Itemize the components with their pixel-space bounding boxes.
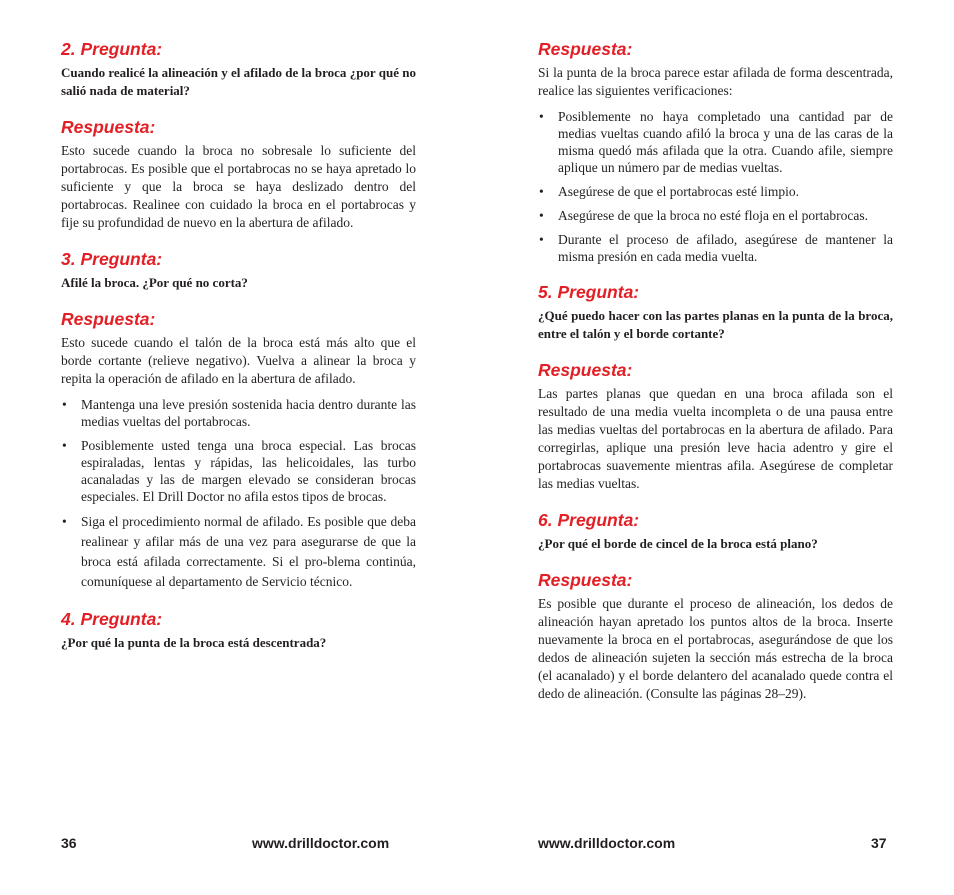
question-text: Cuando realicé la alineación y el afilado de la broca ¿por qué no salió nada de material?	[61, 65, 416, 98]
answer-text: Si la punta de la broca parece estar afilada de forma descentrada, realice las siguientes verificaciones:	[538, 65, 893, 98]
faq-5-answer	[538, 359, 893, 493]
faq-3	[61, 248, 416, 292]
bullet-icon: •	[62, 397, 67, 412]
answer-heading: Respuesta:	[61, 309, 156, 329]
question-text: ¿Por qué la punta de la broca está descentrada?	[61, 635, 327, 650]
list-item-text: Mantenga una leve presión sostenida hacia dentro durante las medias vueltas del portabrocas.	[81, 397, 416, 429]
list-item	[538, 207, 893, 224]
bullet-list	[538, 108, 893, 265]
answer-text: Es posible que durante el proceso de alineación, los dedos de alineación hayan apretado los puntos altos de la broca. Inserte nuevamente la broca en el portabrocas, asegurándose de que los dedos de alineación sujeten la sección más estrecha de la broca (el acanalado) y el borde delantero del acanalado quede contra el dedo de alineación. (Consulte las páginas 28–29).	[538, 596, 893, 701]
page-number: 37	[871, 835, 887, 851]
list-item	[61, 512, 416, 592]
question-heading: 3. Pregunta:	[61, 249, 163, 269]
bullet-icon: •	[539, 184, 544, 199]
bullet-icon: •	[62, 438, 67, 453]
bullet-list	[61, 512, 416, 592]
website-link[interactable]: www.drilldoctor.com	[538, 835, 676, 851]
faq-2	[61, 38, 416, 100]
left-page	[61, 38, 416, 668]
question-heading: 4. Pregunta:	[61, 609, 163, 629]
list-item	[61, 396, 416, 430]
question-text: ¿Por qué el borde de cincel de la broca está plano?	[538, 536, 818, 551]
list-item	[538, 231, 893, 265]
answer-heading: Respuesta:	[538, 570, 633, 590]
question-text: ¿Qué puedo hacer con las partes planas en la punta de la broca, entre el talón y el borde cortante?	[538, 308, 893, 341]
answer-heading: Respuesta:	[538, 39, 633, 59]
question-text: Afilé la broca. ¿Por qué no corta?	[61, 275, 248, 290]
list-item	[538, 183, 893, 200]
answer-text: Las partes planas que quedan en una broca afilada son el resultado de una media vuelta incompleta o de una pausa entre las medias vueltas del portabrocas en la abertura de afilado. Para corregirlas, aplique una presión leve hacia adentro y gire el portabrocas suavemente mientras afila. Asegúrese de completar las medias vueltas.	[538, 386, 893, 491]
website-link[interactable]: www.drilldoctor.com	[252, 835, 390, 851]
faq-4-answer	[538, 38, 893, 265]
list-item	[538, 108, 893, 176]
faq-6-answer	[538, 569, 893, 703]
list-item-text: Asegúrese de que la broca no esté floja en el portabrocas.	[558, 208, 868, 223]
list-item-text: Posiblemente no haya completado una cantidad par de medias vueltas cuando afiló la broca y una de las caras de la misma quedó más afilada que la otra. Cuando afile, siempre aplique un número par de medias vueltas.	[558, 109, 893, 175]
list-item	[61, 437, 416, 505]
bullet-icon: •	[539, 109, 544, 124]
faq-2-answer	[61, 116, 416, 232]
faq-6	[538, 509, 893, 553]
answer-heading: Respuesta:	[61, 117, 156, 137]
page-number: 36	[61, 835, 77, 851]
question-heading: 2. Pregunta:	[61, 39, 163, 59]
bullet-list	[61, 396, 416, 505]
right-page	[538, 38, 893, 719]
bullet-icon: •	[62, 514, 67, 529]
faq-3-answer	[61, 308, 416, 592]
question-heading: 6. Pregunta:	[538, 510, 640, 530]
list-item-text: Siga el procedimiento normal de afilado. Es posible que deba realinear y afilar más de una vez para asegurarse de que la broca está afilada correctamente. Si el pro-blema continúa, comuníquese al departamento de Servicio técnico.	[81, 514, 416, 589]
answer-text: Esto sucede cuando el talón de la broca está más alto que el borde cortante (relieve negativo). Vuelva a alinear la broca y repita la operación de afilado en la abertura de afilado.	[61, 335, 416, 386]
list-item-text: Durante el proceso de afilado, asegúrese de mantener la misma presión en cada media vuelta.	[558, 232, 893, 264]
question-heading: 5. Pregunta:	[538, 282, 640, 302]
faq-5	[538, 281, 893, 343]
bullet-icon: •	[539, 232, 544, 247]
bullet-icon: •	[539, 208, 544, 223]
faq-4	[61, 608, 416, 652]
list-item-text: Posiblemente usted tenga una broca especial. Las brocas espiraladas, lentas y rápidas, las helicoidales, las turbo acanaladas y las de margen elevado se consideran brocas especiales. El Drill Doctor no afila estos tipos de brocas.	[81, 438, 416, 504]
answer-heading: Respuesta:	[538, 360, 633, 380]
list-item-text: Asegúrese de que el portabrocas esté limpio.	[558, 184, 800, 199]
answer-text: Esto sucede cuando la broca no sobresale lo suficiente del portabrocas. Es posible que el portabrocas no se haya apretado lo suficiente y que la broca se haya deslizado dentro del portabrocas. Realinee con cuidado la broca en el portabrocas y fije su profundidad de nuevo en la abertura de afilado.	[61, 143, 416, 230]
